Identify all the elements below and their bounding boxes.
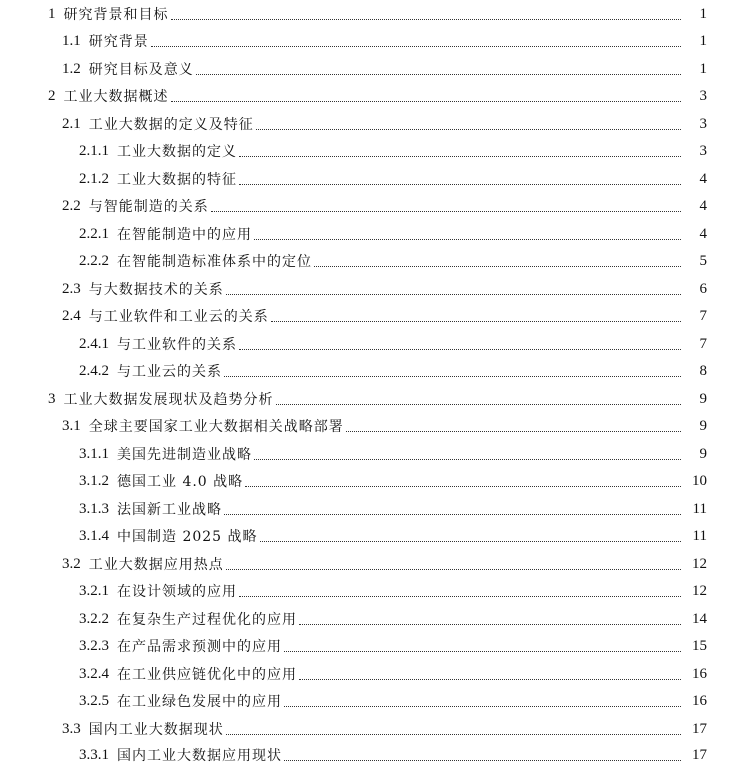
dot-leader [196, 74, 681, 75]
toc-title: 在设计领域的应用 [117, 583, 237, 600]
toc-entry[interactable] [0, 606, 730, 633]
toc-number: 3.1 [62, 418, 81, 434]
dot-leader [171, 101, 682, 102]
toc-number: 2.3 [62, 281, 81, 297]
dot-leader [284, 760, 681, 761]
toc-title: 与工业云的关系 [117, 363, 222, 380]
dot-leader [299, 679, 681, 680]
dot-leader [226, 569, 681, 570]
toc-page-number: 12 [692, 556, 707, 572]
toc-entry[interactable] [0, 331, 730, 358]
toc-title: 工业大数据发展现状及趋势分析 [63, 391, 274, 408]
toc-page-number: 1 [699, 33, 707, 49]
toc-entry[interactable] [0, 551, 730, 578]
toc-page-number: 9 [699, 446, 707, 462]
toc-number: 3.2.1 [79, 583, 109, 599]
toc-entry[interactable] [0, 633, 730, 660]
toc-page-number: 7 [699, 336, 707, 352]
toc-number: 2.2.1 [79, 226, 109, 242]
toc-entry[interactable] [0, 248, 730, 275]
toc-entry[interactable] [0, 28, 730, 55]
toc-entry[interactable] [0, 688, 730, 715]
dot-leader [284, 706, 681, 707]
toc-page-number: 10 [692, 473, 707, 489]
dot-leader [284, 651, 681, 652]
dot-leader [314, 266, 681, 267]
toc-entry[interactable] [0, 111, 730, 138]
toc-number: 2.2.2 [79, 253, 109, 269]
toc-page-number: 16 [692, 693, 707, 709]
dot-leader [171, 19, 682, 20]
toc-title: 美国先进制造业战略 [117, 446, 252, 463]
toc-number: 2.4.1 [79, 336, 109, 352]
toc-entry[interactable] [0, 661, 730, 688]
toc-page-number: 1 [699, 61, 707, 77]
toc-page-number: 3 [699, 88, 707, 104]
toc-page-number: 4 [699, 198, 707, 214]
toc-page-number: 14 [692, 611, 707, 627]
toc-page-number: 4 [699, 171, 707, 187]
dot-leader [239, 349, 681, 350]
toc-page-number: 12 [692, 583, 707, 599]
toc-page-number: 9 [699, 391, 707, 407]
toc-title: 中国制造 2025 战略 [117, 528, 258, 545]
toc-number: 2.2 [62, 198, 81, 214]
toc-entry[interactable] [0, 523, 730, 550]
toc-title: 在智能制造标准体系中的定位 [117, 253, 312, 270]
toc-number: 3.2 [62, 556, 81, 572]
toc-entry[interactable] [0, 358, 730, 385]
toc-number: 2.1.1 [79, 143, 109, 159]
dot-leader [346, 431, 681, 432]
dot-leader [239, 596, 681, 597]
toc-page-number: 8 [699, 363, 707, 379]
toc-entry[interactable] [0, 221, 730, 248]
toc-number: 3.1.2 [79, 473, 109, 489]
toc-entry[interactable] [0, 303, 730, 330]
toc-page-number: 17 [692, 721, 707, 737]
toc-number: 2 [48, 88, 56, 104]
toc-number: 2.4 [62, 308, 81, 324]
dot-leader [254, 239, 681, 240]
toc-title: 工业大数据应用热点 [88, 556, 224, 573]
toc-number: 2.1 [62, 116, 81, 132]
toc-entry[interactable] [0, 578, 730, 605]
toc-page-number: 9 [699, 418, 707, 434]
toc-number: 1 [48, 6, 56, 22]
dot-leader [239, 156, 681, 157]
toc-page-number: 4 [699, 226, 707, 242]
dot-leader [256, 129, 681, 130]
toc-title: 研究背景和目标 [63, 6, 169, 23]
toc-entry[interactable] [0, 468, 730, 495]
toc-number: 3.1.3 [79, 501, 109, 517]
toc-entry[interactable] [0, 56, 730, 83]
dot-leader [239, 184, 681, 185]
toc-number: 1.2 [62, 61, 81, 77]
toc-title: 与大数据技术的关系 [88, 281, 224, 298]
dot-leader [226, 734, 681, 735]
dot-leader [224, 376, 681, 377]
toc-page-number: 7 [699, 308, 707, 324]
toc-title: 在智能制造中的应用 [117, 226, 252, 243]
toc-entry[interactable] [0, 276, 730, 303]
toc-title: 工业大数据的定义及特征 [88, 116, 254, 133]
dot-leader [299, 624, 681, 625]
toc-title: 法国新工业战略 [117, 501, 222, 518]
toc-title: 工业大数据的定义 [117, 143, 237, 160]
toc-title: 研究背景 [88, 33, 149, 50]
toc-entry[interactable] [0, 441, 730, 468]
dot-leader [271, 321, 681, 322]
toc-number: 3 [48, 391, 56, 407]
toc-number: 3.3.1 [79, 747, 109, 763]
toc-number: 3.1.4 [79, 528, 109, 544]
toc-entry[interactable] [0, 742, 730, 769]
toc-entry[interactable] [0, 166, 730, 193]
toc-entry[interactable] [0, 496, 730, 523]
toc-page-number: 1 [699, 6, 707, 22]
dot-leader [151, 46, 681, 47]
toc-number: 2.1.2 [79, 171, 109, 187]
dot-leader [254, 459, 681, 460]
toc-page-number: 11 [692, 501, 707, 517]
toc-entry[interactable] [0, 138, 730, 165]
dot-leader [245, 486, 681, 487]
toc-title: 研究目标及意义 [88, 61, 194, 78]
toc-title: 工业大数据概述 [63, 88, 169, 105]
dot-leader [224, 514, 681, 515]
toc-title: 与智能制造的关系 [88, 198, 209, 215]
toc-entry[interactable] [0, 716, 730, 743]
toc-page-number: 15 [692, 638, 707, 654]
toc-number: 3.2.2 [79, 611, 109, 627]
toc-number: 2.4.2 [79, 363, 109, 379]
toc-title: 与工业软件和工业云的关系 [88, 308, 269, 325]
toc-title: 在工业供应链优化中的应用 [117, 666, 297, 683]
toc-entry[interactable] [0, 193, 730, 220]
toc-title: 国内工业大数据应用现状 [117, 747, 282, 764]
toc-title: 与工业软件的关系 [117, 336, 237, 353]
toc-title: 德国工业 4.0 战略 [117, 473, 244, 490]
toc-entry[interactable] [0, 1, 730, 28]
toc-title: 国内工业大数据现状 [88, 721, 224, 738]
toc-page-number: 5 [699, 253, 707, 269]
toc-entry[interactable] [0, 413, 730, 440]
toc-number: 3.1.1 [79, 446, 109, 462]
toc-number: 1.1 [62, 33, 81, 49]
toc-title: 在工业绿色发展中的应用 [117, 693, 282, 710]
toc-title: 在产品需求预测中的应用 [117, 638, 282, 655]
toc-entry[interactable] [0, 83, 730, 110]
toc-page-number: 17 [692, 747, 707, 763]
toc-page-number: 3 [699, 116, 707, 132]
toc-page-number: 11 [692, 528, 707, 544]
dot-leader [260, 541, 681, 542]
toc-page-number: 16 [692, 666, 707, 682]
toc-number: 3.2.3 [79, 638, 109, 654]
toc-page-number: 3 [699, 143, 707, 159]
toc-number: 3.3 [62, 721, 81, 737]
dot-leader [211, 211, 681, 212]
toc-page-number: 6 [699, 281, 707, 297]
dot-leader [276, 404, 682, 405]
dot-leader [226, 294, 681, 295]
toc-entry[interactable] [0, 386, 730, 413]
toc-title: 在复杂生产过程优化的应用 [117, 611, 297, 628]
toc-title: 工业大数据的特征 [117, 171, 237, 188]
toc-number: 3.2.5 [79, 693, 109, 709]
toc-number: 3.2.4 [79, 666, 109, 682]
toc-title: 全球主要国家工业大数据相关战略部署 [88, 418, 344, 435]
